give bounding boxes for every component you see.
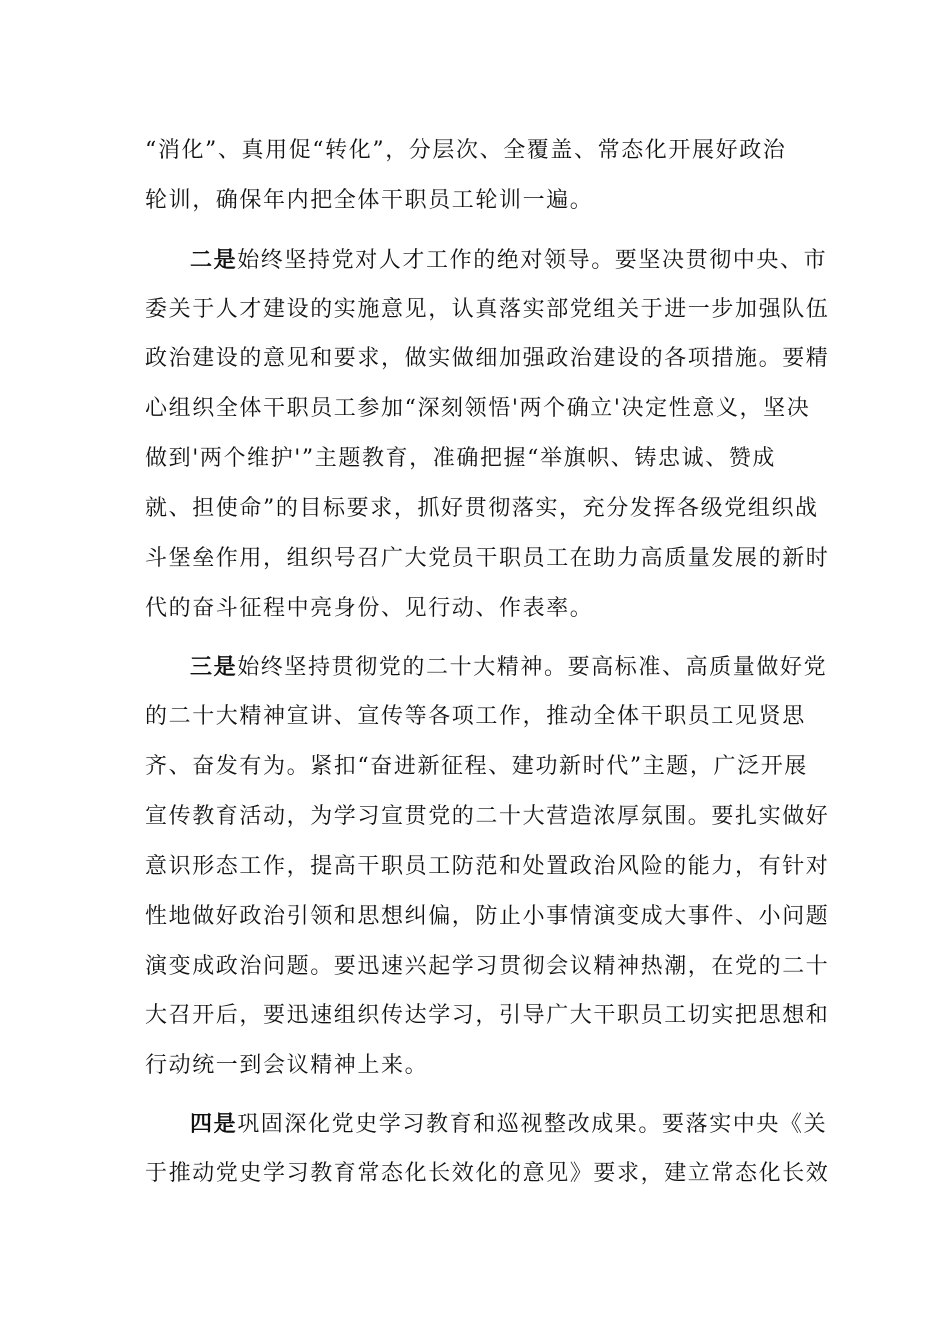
paragraph-2-line: 做到'两个维护'”主题教育，准确把握“举旗帜、铸忠诚、赞成 bbox=[145, 446, 776, 471]
paragraph-3-line: 宣传教育活动，为学习宣贯党的二十大营造浓厚氛围。要扎实做好 bbox=[145, 804, 830, 829]
paragraph-4-first-text: 巩固深化党史学习教育和巡视整改成果。要落实中央《关 bbox=[237, 1112, 828, 1137]
paragraph-4-lead: 四是 bbox=[190, 1111, 238, 1137]
paragraph-3-line: 的二十大精神宣讲、宣传等各项工作，推动全体干职员工见贤思 bbox=[145, 704, 806, 729]
paragraph-4-first-line bbox=[190, 1109, 828, 1140]
paragraph-3-line: 大召开后，要迅速组织传达学习，引导广大干职员工切实把思想和 bbox=[145, 1003, 830, 1028]
paragraph-2-line: 代的奋斗征程中亮身份、见行动、作表率。 bbox=[145, 596, 594, 621]
paragraph-3-first-text: 始终坚持贯彻党的二十大精神。要高标准、高质量做好党 bbox=[237, 655, 828, 680]
paragraph-4-line: 于推动党史学习教育常态化长效化的意见》要求，建立常态化长效 bbox=[145, 1161, 830, 1186]
paragraph-3-line: 齐、奋发有为。紧扣“奋进新征程、建功新时代”主题，广泛开展 bbox=[145, 754, 808, 779]
paragraph-2-line: 斗堡垒作用，组织号召广大党员干职员工在助力高质量发展的新时 bbox=[145, 546, 830, 571]
paragraph-3-line: 意识形态工作，提高干职员工防范和处置政治风险的能力，有针对 bbox=[145, 854, 830, 879]
paragraph-1-line-2: 轮训，确保年内把全体干职员工轮训一遍。 bbox=[145, 188, 594, 213]
paragraph-2-first-text: 始终坚持党对人才工作的绝对领导。要坚决贯彻中央、市 bbox=[237, 248, 828, 273]
paragraph-2-line: 就、担使命”的目标要求，抓好贯彻落实，充分发挥各级党组织战 bbox=[145, 496, 819, 521]
paragraph-3-line: 性地做好政治引领和思想纠偏，防止小事情演变成大事件、小问题 bbox=[145, 904, 830, 929]
paragraph-3-first-line bbox=[190, 652, 828, 683]
paragraph-2-lead: 二是 bbox=[190, 247, 238, 273]
paragraph-2-first-line bbox=[190, 245, 828, 276]
paragraph-2-line: 心组织全体干职员工参加“深刻领悟'两个确立'决定性意义，坚决 bbox=[145, 396, 811, 421]
paragraph-3-line: 演变成政治问题。要迅速兴起学习贯彻会议精神热潮，在党的二十 bbox=[145, 954, 830, 979]
paragraph-1-line-1: “消化”、真用促“转化”，分层次、全覆盖、常态化开展好政治 bbox=[145, 138, 787, 163]
paragraph-2-line: 政治建设的意见和要求，做实做细加强政治建设的各项措施。要精 bbox=[145, 346, 830, 371]
paragraph-3-line: 行动统一到会议精神上来。 bbox=[145, 1053, 429, 1078]
paragraph-2-line: 委关于人才建设的实施意见，认真落实部党组关于进一步加强队伍 bbox=[145, 297, 830, 322]
paragraph-3-lead: 三是 bbox=[190, 654, 238, 680]
